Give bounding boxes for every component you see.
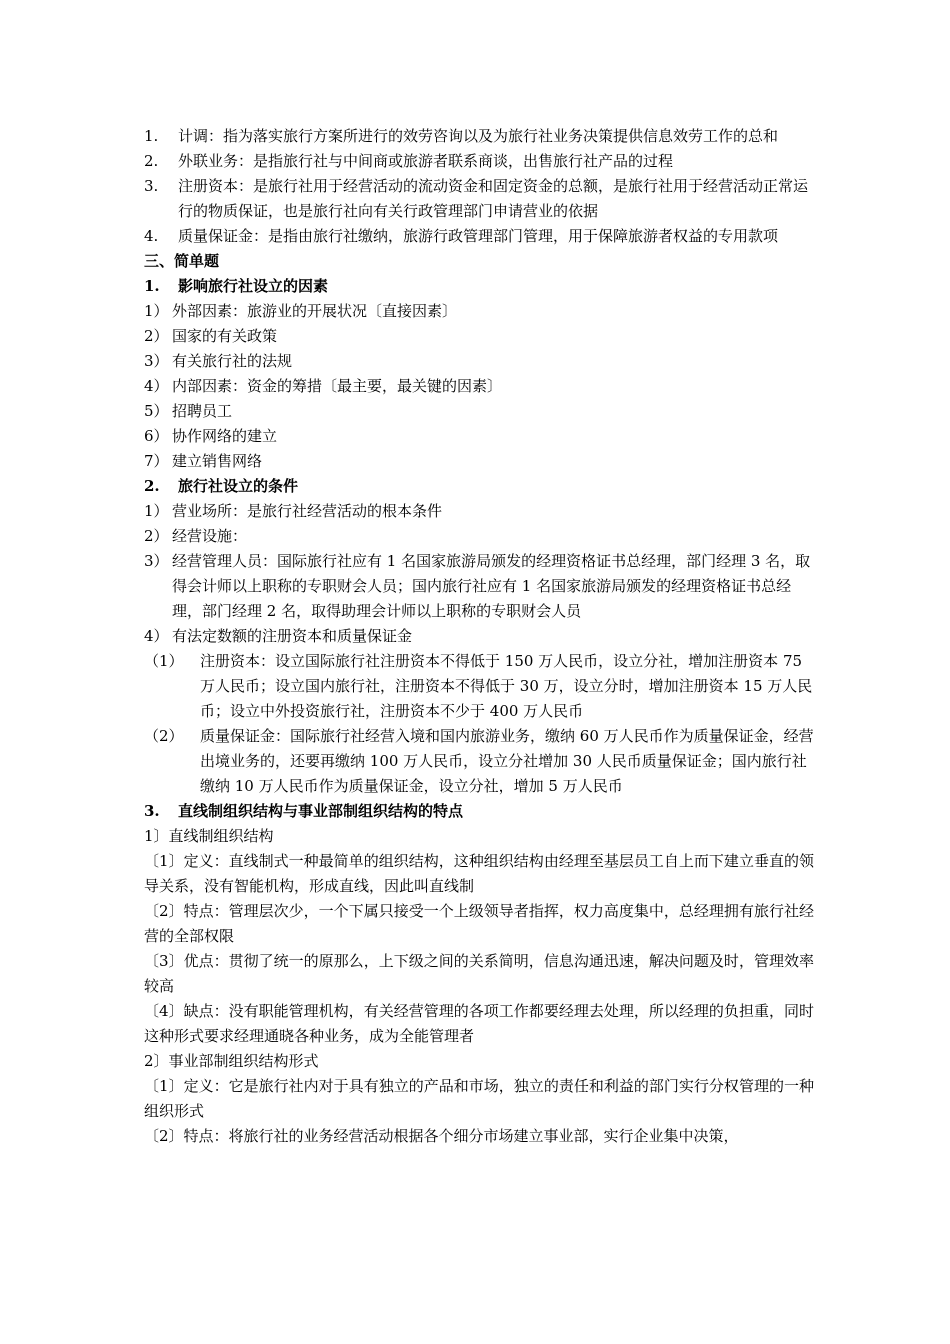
list-number: 2） [144, 327, 169, 345]
definition-text: 质量保证金：是指由旅行社缴纳，旅游行政管理部门管理，用于保障旅游者权益的专用款项 [178, 227, 779, 245]
list-number: 7） [144, 452, 169, 470]
list-item [144, 499, 814, 524]
paragraph: 1〕直线制组织结构 [144, 827, 274, 845]
paragraph: 〔1〕定义：直线制式一种最简单的组织结构，这种组织结构由经理至基层员工自上而下建立垂直的领导关系，没有智能机构，形成直线，因此叫直线制 [144, 852, 814, 895]
list-number: 4. [144, 227, 159, 245]
list-number: （2） [144, 727, 184, 745]
list-text: 招聘员工 [172, 402, 233, 420]
list-number: 3） [144, 552, 169, 570]
list-number: 6） [144, 427, 169, 445]
paragraph: 〔2〕特点：管理层次少，一个下属只接受一个上级领导者指挥，权力高度集中，总经理拥有旅行社经营的全部权限 [144, 902, 814, 945]
sub-list-item [144, 649, 814, 724]
question-number: 1. [144, 277, 160, 295]
paragraph: 2〕事业部制组织结构形式 [144, 1052, 319, 1070]
list-item [144, 624, 814, 649]
question-number: 3. [144, 802, 160, 820]
list-text: 营业场所：是旅行社经营活动的根本条件 [172, 502, 443, 520]
question-title: 影响旅行社设立的因素 [178, 277, 329, 295]
question-heading [144, 274, 814, 299]
paragraph: 〔3〕优点：贯彻了统一的原那么，上下级之间的关系简明，信息沟通迅速，解决问题及时，管理效率较高 [144, 952, 814, 995]
list-number: 1） [144, 302, 169, 320]
list-number: 2） [144, 527, 169, 545]
sub-list-item [144, 724, 814, 799]
list-number: 5） [144, 402, 169, 420]
question-heading [144, 799, 814, 824]
list-item [144, 299, 814, 324]
list-item [144, 399, 814, 424]
definition-item [144, 224, 814, 249]
definition-text: 注册资本：是旅行社用于经营活动的流动资金和固定资金的总额，是旅行社用于经营活动正常运行的物质保证，也是旅行社向有关行政管理部门申请营业的依据 [178, 177, 809, 220]
list-item [144, 349, 814, 374]
list-number: 2. [144, 152, 159, 170]
list-text: 经营管理人员：国际旅行社应有 1 名国家旅游局颁发的经理资格证书总经理，部门经理 3 名，取得会计师以上职称的专职财会人员；国内旅行社应有 1 名国家旅游局颁发的经理资格证书总经理，部门经理 2 名，取得助理会计师以上职称的专职财会人员 [172, 552, 811, 620]
question-title: 旅行社设立的条件 [178, 477, 299, 495]
definition-item [144, 174, 814, 224]
definition-item [144, 149, 814, 174]
paragraph: 〔2〕特点：将旅行社的业务经营活动根据各个细分市场建立事业部，实行企业集中决策， [144, 1127, 739, 1145]
list-item [144, 324, 814, 349]
list-text: 内部因素：资金的筹措〔最主要，最关键的因素〕 [172, 377, 503, 395]
question-number: 2. [144, 477, 160, 495]
list-text: 协作网络的建立 [172, 427, 278, 445]
list-number: 1. [144, 127, 159, 145]
list-text: 注册资本：设立国际旅行社注册资本不得低于 150 万人民币，设立分社，增加注册资本 75 万人民币；设立国内旅行社，注册资本不得低于 30 万，设立分时，增加注册资本 15 万人民币；设立中外投资旅行社，注册资本不少于 400 万人民币 [200, 652, 813, 720]
question-title: 直线制组织结构与事业部制组织结构的特点 [178, 802, 464, 820]
paragraph: 〔1〕定义：它是旅行社内对于具有独立的产品和市场，独立的责任和利益的部门实行分权管理的一种组织形式 [144, 1077, 814, 1120]
list-number: 3. [144, 177, 159, 195]
list-number: 4） [144, 627, 169, 645]
definition-text: 外联业务：是指旅行社与中间商或旅游者联系商谈，出售旅行社产品的过程 [178, 152, 674, 170]
definition-item [144, 124, 814, 149]
list-item [144, 524, 814, 549]
list-number: 3） [144, 352, 169, 370]
list-text: 国家的有关政策 [172, 327, 278, 345]
list-number: 1） [144, 502, 169, 520]
list-item [144, 374, 814, 399]
list-text: 有法定数额的注册资本和质量保证金 [172, 627, 413, 645]
list-text: 经营设施： [172, 527, 248, 545]
list-text: 建立销售网络 [172, 452, 263, 470]
question-heading [144, 474, 814, 499]
list-number: 4） [144, 377, 169, 395]
paragraph: 〔4〕缺点：没有职能管理机构，有关经营管理的各项工作都要经理去处理，所以经理的负担重，同时这种形式要求经理通晓各种业务，成为全能管理者 [144, 1002, 814, 1045]
definition-text: 计调：指为落实旅行方案所进行的效劳咨询以及为旅行社业务决策提供信息效劳工作的总和 [178, 127, 779, 145]
list-text: 质量保证金：国际旅行社经营入境和国内旅游业务，缴纳 60 万人民币作为质量保证金，经营出境业务的，还要再缴纳 100 万人民币，设立分社增加 30 人民币质量保证金；国内旅行社缴纳 10 万人民币作为质量保证金，设立分社，增加 5 万人民币 [200, 727, 814, 795]
document-content [144, 124, 814, 1149]
list-text: 外部因素：旅游业的开展状况〔直接因素〕 [172, 302, 458, 320]
list-number: （1） [144, 652, 184, 670]
list-item [144, 449, 814, 474]
list-text: 有关旅行社的法规 [172, 352, 293, 370]
list-item [144, 549, 814, 624]
list-item [144, 424, 814, 449]
section-heading: 三、简单题 [144, 252, 220, 270]
